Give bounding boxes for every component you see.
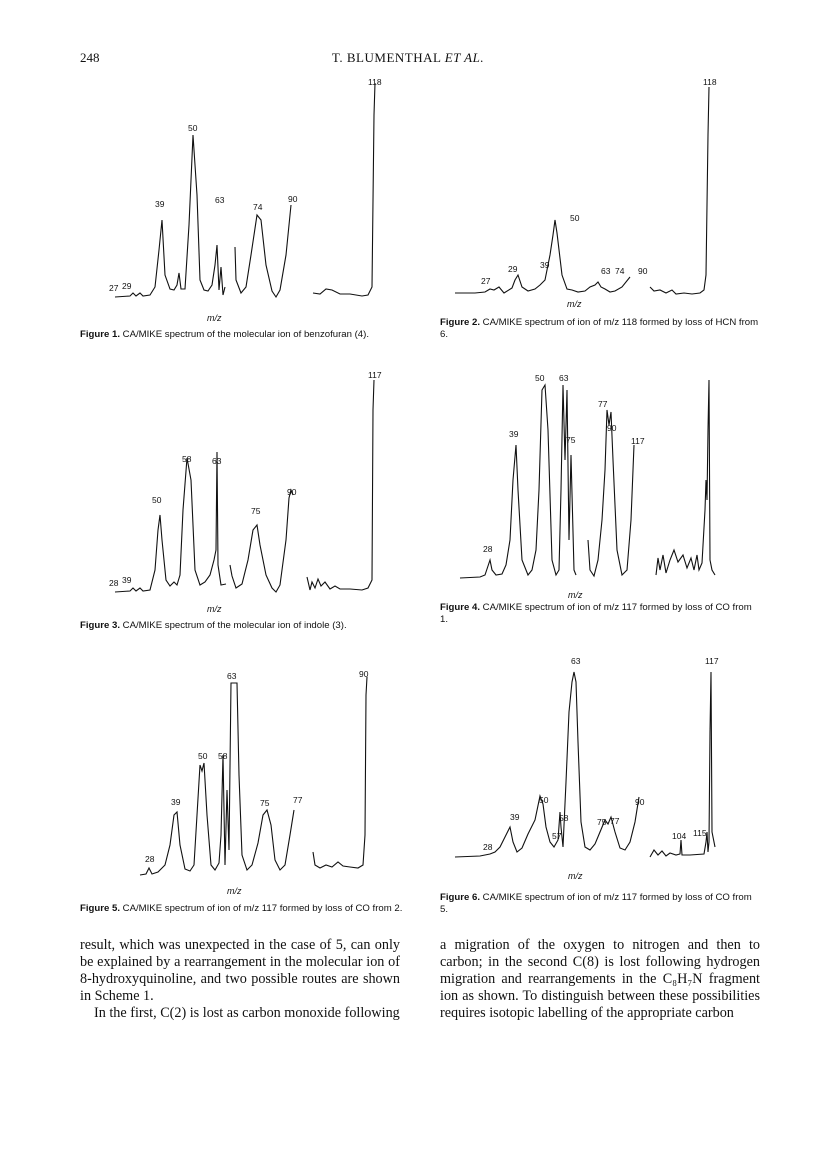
fig6-label-75: 75	[597, 817, 607, 827]
fig1-label-63: 63	[215, 195, 225, 205]
running-head-authors: T. BLUMENTHAL	[331, 50, 445, 65]
page-number: 248	[80, 50, 100, 65]
fig6-label-39: 39	[510, 812, 520, 822]
fig2-label-50: 58	[182, 454, 192, 464]
fig4-axis-label: m/z	[567, 299, 582, 309]
fig3-label-39: 39	[171, 797, 181, 807]
fig1-label-90: 90	[288, 194, 298, 204]
fig5-label-50: 50	[535, 373, 545, 383]
figure-1-caption-label: Figure 1.	[80, 329, 120, 340]
fig5-label-77: 90	[607, 423, 617, 433]
running-head	[0, 50, 816, 66]
fig3-label-28: 28	[145, 854, 155, 864]
fig3-axis-label: m/z	[227, 886, 242, 896]
figure-6-plot	[450, 652, 750, 882]
fig5-label-28: 28	[483, 544, 493, 554]
fig6-label-117: 117	[705, 656, 719, 666]
fig1-label-39: 39	[155, 199, 165, 209]
fig6-label-57: 57	[552, 831, 562, 841]
figure-1-plot	[100, 75, 400, 325]
fig2-label-118: 117	[368, 370, 382, 380]
fig2-axis-label: m/z	[207, 604, 222, 614]
fig2-label-63: 63	[212, 456, 222, 466]
fig3-label-58: 58	[218, 751, 228, 761]
fig3-label-63: 63	[227, 671, 237, 681]
fig6-label-50: 50	[539, 795, 549, 805]
figure-2-plot	[100, 370, 400, 615]
figure-6-spectrum	[450, 652, 750, 882]
fig4-label-28: 27	[481, 276, 491, 286]
figure-5-plot	[450, 370, 750, 605]
figure-4-spectrum	[450, 75, 750, 310]
figure-5-spectrum	[450, 370, 750, 605]
fig5-trace-b	[588, 410, 634, 576]
figure-4-caption-text: CA/MIKE spectrum of ion of m/z 118 formed by loss of HCN from 6.	[440, 317, 759, 340]
figure-6-caption-label: Figure 6.	[440, 892, 480, 903]
fig3-label-75: 75	[260, 798, 270, 808]
figure-3-plot	[100, 665, 400, 900]
fig5-trace	[460, 385, 576, 578]
fig5-trace-c	[656, 380, 715, 575]
fig4-label-77: 74	[615, 266, 625, 276]
figure-1-caption-text: CA/MIKE spectrum of the molecular ion of benzofuran (4).	[122, 329, 370, 340]
fig6-trace	[455, 672, 639, 857]
figure-3-caption-label: Figure 5.	[80, 903, 120, 914]
fig4-label-63: 50	[570, 213, 580, 223]
fig2-label-90: 90	[287, 487, 297, 497]
fig6-label-90: 90	[635, 797, 645, 807]
fig5-label-63: 75	[566, 435, 576, 445]
body-right-paragraph-1: a migration of the oxygen to nitrogen and then to carbon; in the second C(8) is lost following hydrogen migration and rearrangements in the C₈H₇N fragment ion as shown. To distinguish between these possibilities requires isotopic labelling of the appropriate carbon	[440, 937, 760, 1021]
running-head-etal: ET AL.	[444, 50, 485, 65]
fig2-trace-c	[307, 380, 374, 590]
fig6-label-63: 63	[571, 656, 581, 666]
fig1-axis-label: m/z	[207, 313, 222, 323]
fig4-label-117: 118	[703, 77, 717, 87]
fig6-axis-label: m/z	[568, 871, 583, 881]
figure-5-caption	[440, 602, 760, 626]
fig4-label-75: 63	[601, 266, 611, 276]
body-left-paragraph-2: In the first, C(2) is lost as carbon monoxide following	[94, 1005, 400, 1021]
fig4-trace-b	[650, 87, 709, 294]
fig1-trace	[115, 135, 225, 297]
body-text-left-column	[80, 937, 400, 1022]
fig5-label-75: 77	[598, 399, 608, 409]
fig1-label-74: 74	[253, 202, 263, 212]
fig1-label-118: 118	[368, 77, 382, 87]
figure-4-caption	[440, 317, 760, 341]
fig5-label-58: 63	[559, 373, 569, 383]
figure-1-spectrum	[100, 75, 400, 325]
fig4-label-50: 39	[540, 260, 550, 270]
fig6-label-58: 58	[559, 813, 569, 823]
fig3-label-50: 50	[198, 751, 208, 761]
figure-3-caption	[80, 903, 410, 915]
figure-1-caption	[80, 329, 400, 341]
fig1-trace-c	[313, 83, 375, 296]
fig6-label-77: 77	[610, 816, 620, 826]
fig2-label-74: 75	[251, 506, 261, 516]
fig2-trace	[115, 452, 226, 592]
fig3-trace	[140, 683, 294, 875]
fig3-label-90: 77	[293, 795, 303, 805]
figure-2-spectrum	[100, 370, 400, 615]
fig2-label-39: 50	[152, 495, 162, 505]
fig5-label-39: 39	[509, 429, 519, 439]
figure-5-caption-label: Figure 4.	[440, 602, 480, 613]
fig2-label-29: 39	[122, 575, 132, 585]
fig3-label-117: 90	[359, 669, 369, 679]
figure-5-caption-text: CA/MIKE spectrum of ion of m/z 117 formed by loss of CO from 1.	[440, 602, 752, 625]
figure-6-caption	[440, 892, 760, 916]
fig4-label-39: 29	[508, 264, 518, 274]
fig1-trace-b	[235, 205, 291, 297]
figure-6-caption-text: CA/MIKE spectrum of ion of m/z 117 formed by loss of CO from 5.	[440, 892, 752, 915]
fig4-label-90: 90	[638, 266, 648, 276]
figure-4-caption-label: Figure 2.	[440, 317, 480, 328]
fig3-trace-b	[313, 677, 367, 868]
fig1-label-27: 27	[109, 283, 119, 293]
figure-2-caption-label: Figure 3.	[80, 620, 120, 631]
body-left-paragraph-1: result, which was unexpected in the case of 5, can only be explained by a rearrangement in the molecular ion of 8-hydroxyquinoline, and two possible routes are shown in Scheme 1.	[80, 937, 400, 1004]
fig5-label-90: 117	[631, 436, 645, 446]
fig1-label-29: 29	[122, 281, 132, 291]
fig1-label-50: 50	[188, 123, 198, 133]
figure-4-plot	[450, 75, 750, 310]
fig6-label-104: 104	[672, 831, 687, 841]
figure-2-caption-text: CA/MIKE spectrum of the molecular ion of indole (3).	[122, 620, 347, 631]
fig6-label-115: 115	[693, 828, 707, 838]
figure-3-caption-text: CA/MIKE spectrum of ion of m/z 117 formed by loss of CO from 2.	[122, 903, 403, 914]
fig2-label-27: 28	[109, 578, 119, 588]
figure-3-spectrum	[100, 665, 400, 900]
fig5-axis-label: m/z	[568, 590, 583, 600]
body-text-right-column	[440, 937, 760, 1022]
figure-2-caption	[80, 620, 410, 632]
fig6-label-28: 28	[483, 842, 493, 852]
fig2-trace-b	[230, 490, 293, 592]
